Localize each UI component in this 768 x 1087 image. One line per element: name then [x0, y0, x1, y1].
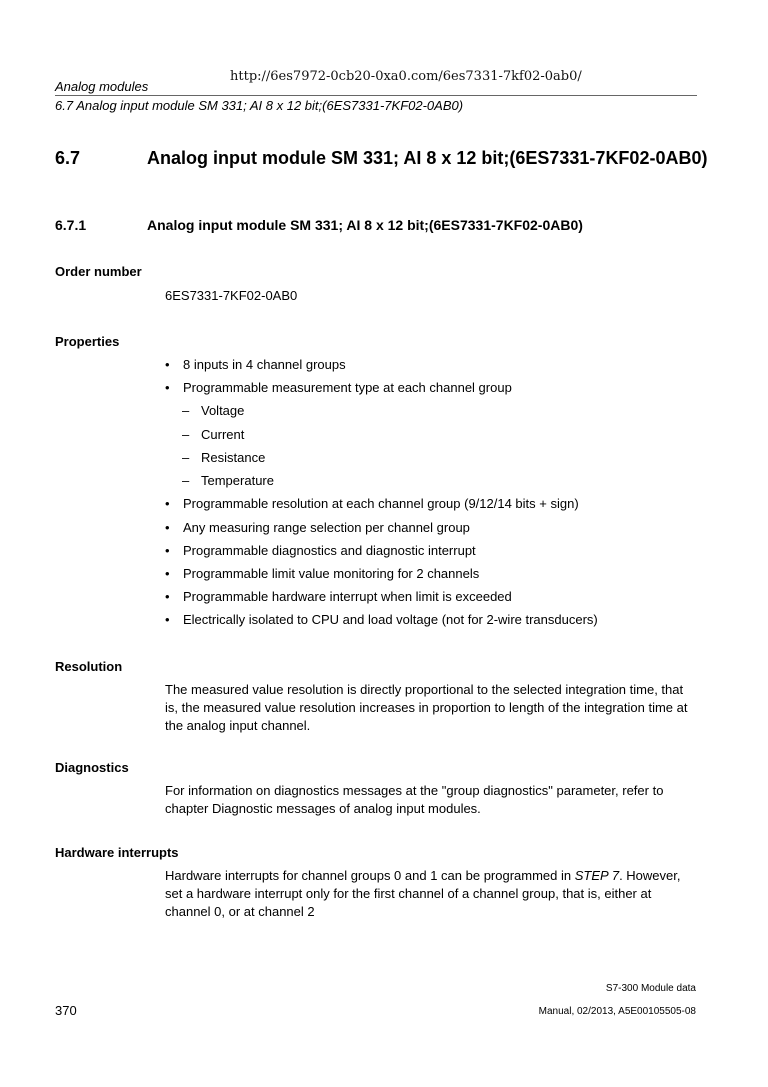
heading1-number: 6.7: [55, 148, 81, 168]
running-header-section: 6.7 Analog input module SM 331; AI 8 x 12 bit;(6ES7331-7KF02-0AB0): [55, 98, 464, 113]
bullet-icon: •: [165, 612, 170, 627]
heading2-title: Analog input module SM 331; AI 8 x 12 bit;(6ES7331-7KF02-0AB0): [147, 217, 583, 233]
bullet-icon: •: [165, 520, 170, 535]
running-header-chapter: Analog modules: [55, 79, 149, 94]
diagnostics-text: For information on diagnostics messages at the "group diagnostics" parameter, refer to chapter Diagnostic messages of analog input modules.: [165, 783, 664, 816]
bullet-icon: •: [165, 380, 170, 395]
dash-icon: –: [182, 450, 190, 465]
bullet-icon: •: [165, 496, 170, 511]
source-url: http://6es7972-0cb20-0xa0.com/6es7331-7kf02-0ab0/: [230, 69, 582, 84]
footer-doc-title: S7-300 Module data: [605, 983, 696, 994]
dash-icon: –: [182, 403, 190, 418]
diagnostics-label: Diagnostics: [55, 760, 129, 775]
bullet-icon: •: [165, 589, 170, 604]
hardware-interrupts-text: Hardware interrupts for channel groups 0 and 1 can be programmed in STEP 7. However, set a hardware interrupt only for the first channel of a channel group, that is, either at channel 0, or at channel 2: [165, 868, 681, 919]
footer-manual-info: Manual, 02/2013, A5E00105505-08: [538, 1006, 696, 1017]
hardware-interrupts-label: Hardware interrupts: [55, 845, 179, 860]
order-number-value: 6ES7331-7KF02-0AB0: [165, 288, 298, 303]
heading1-title: Analog input module SM 331; AI 8 x 12 bit;(6ES7331-7KF02-0AB0): [147, 148, 708, 168]
bullet-icon: •: [165, 566, 170, 581]
header-divider: [55, 95, 697, 96]
page-number: 370: [55, 1003, 77, 1018]
bullet-icon: •: [165, 357, 170, 372]
properties-label: Properties: [55, 334, 120, 349]
heading2-number: 6.7.1: [55, 217, 87, 233]
dash-icon: –: [182, 427, 190, 442]
dash-icon: –: [182, 473, 190, 488]
resolution-text: The measured value resolution is directly proportional to the selected integration time, that is, the measured value resolution increases in proportion to length of the integration time at the analog input channel.: [165, 682, 688, 733]
software-name: STEP 7: [574, 868, 620, 883]
order-number-label: Order number: [55, 264, 142, 279]
bullet-icon: •: [165, 543, 170, 558]
resolution-label: Resolution: [55, 659, 123, 674]
